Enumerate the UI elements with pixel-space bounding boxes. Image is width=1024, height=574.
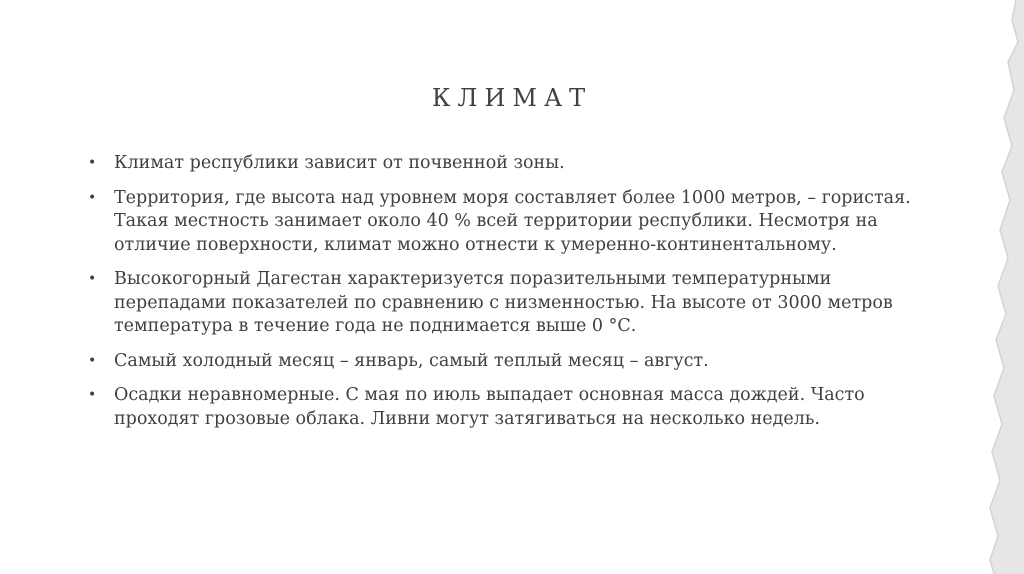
bullet-text: Самый холодный месяц – январь, самый теплый месяц – август. (114, 350, 709, 371)
bullet-text: Высокогорный Дагестан характеризуется поразительными температурными перепадами показателей по сравнению с низменностью. На высоте от 3000 метров температура в течение года не поднимается выше 0 °С. (114, 269, 893, 336)
bullet-icon: • (88, 387, 97, 403)
bullet-icon: • (88, 155, 97, 171)
bullet-text: Территория, где высота над уровнем моря составляет более 1000 метров, – гористая. Такая местность занимает около 40 % всей территории республики. Несмотря на отличие поверхности, климат можно отнести к умеренно-континентальному. (114, 187, 911, 255)
bullet-icon: • (88, 271, 97, 287)
bullet-icon: • (88, 189, 97, 206)
list-item (86, 384, 916, 431)
bullet-text: Осадки неравномерные. С мая по июль выпадает основная масса дождей. Часто проходят грозовые облака. Ливни могут затягиваться на несколько недель. (114, 385, 865, 429)
list-item (86, 350, 916, 374)
bullet-list (86, 152, 916, 442)
list-item (86, 152, 916, 176)
list-item (86, 268, 916, 339)
slide-title: КЛИМАТ (431, 84, 593, 112)
bullet-text: Климат республики зависит от почвенной зоны. (114, 153, 565, 173)
list-item (86, 187, 916, 258)
bullet-icon: • (88, 352, 97, 369)
